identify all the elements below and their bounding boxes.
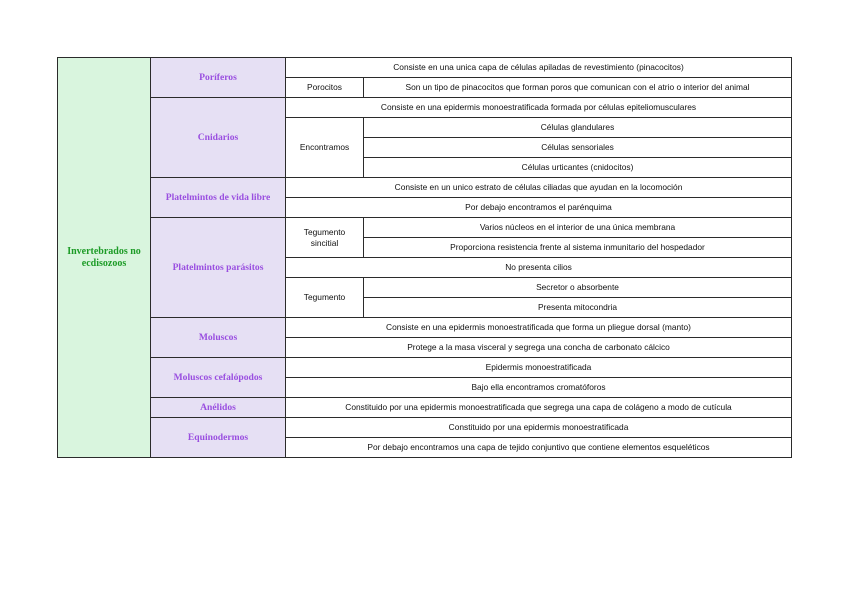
cefalopodos-description: Bajo ella encontramos cromatóforos [286,378,792,398]
invertebrates-table [57,57,792,458]
tegumento-item: Secretor o absorbente [364,278,792,298]
table-row [58,318,792,338]
table-row [58,58,792,78]
table-row [58,178,792,198]
poriferos-description: Consiste en una unica capa de células apiladas de revestimiento (pinacocitos) [286,58,792,78]
group-platelmintos-parasitos [151,218,286,318]
group-label: Moluscos [198,331,238,343]
table-row [58,98,792,118]
group-label: Equinodermos [187,431,249,443]
tegumento-sincitial-label: Tegumento sincitial [286,218,364,258]
tegumento-sincitial-item: Proporciona resistencia frente al sistema inmunitario del hospedador [364,238,792,258]
anelidos-description: Constituido por una epidermis monoestratificada que segrega una capa de colágeno a modo de cutícula [286,398,792,418]
cnidarios-item: Células urticantes (cnidocitos) [364,158,792,178]
group-moluscos [151,318,286,358]
group-cefalopodos [151,358,286,398]
moluscos-description: Consiste en una epidermis monoestratificada que forma un pliegue dorsal (manto) [286,318,792,338]
tegumento-sincitial-item: Varios núcleos en el interior de una única membrana [364,218,792,238]
group-label: Platelmintos parásitos [172,261,264,273]
group-platelmintos-libre [151,178,286,218]
cnidarios-description: Consiste en una epidermis monoestratificada formada por células epiteliomusculares [286,98,792,118]
group-label: Anélidos [200,401,236,413]
cefalopodos-description: Epidermis monoestratificada [286,358,792,378]
group-label: Platelmintos de vida libre [165,191,271,203]
table-row [58,398,792,418]
cnidarios-sub-label: Encontramos [286,118,364,178]
group-label: Moluscos cefalópodos [173,371,263,383]
group-anelidos [151,398,286,418]
group-equinodermos [151,418,286,458]
tegumento-item: Presenta mitocondria [364,298,792,318]
platelmintos-parasitos-cilios: No presenta cilios [286,258,792,278]
moluscos-description: Protege a la masa visceral y segrega una concha de carbonato cálcico [286,338,792,358]
equinodermos-description: Constituido por una epidermis monoestratificada [286,418,792,438]
group-label: Poríferos [199,71,237,83]
group-label: Cnidarios [197,131,239,143]
poriferos-porocitos-description: Son un tipo de pinacocitos que forman poros que comunican con el atrio o interior del animal [364,78,792,98]
tegumento-label: Tegumento [286,278,364,318]
table-row [58,218,792,238]
platelmintos-libre-description: Por debajo encontramos el parénquima [286,198,792,218]
platelmintos-libre-description: Consiste en un unico estrato de células ciliadas que ayudan en la locomoción [286,178,792,198]
equinodermos-description: Por debajo encontramos una capa de tejido conjuntivo que contiene elementos esqueléticos [286,438,792,458]
group-cnidarios [151,98,286,178]
group-poriferos [151,58,286,98]
cnidarios-item: Células sensoriales [364,138,792,158]
root-category-cell [58,58,151,458]
table-row [58,418,792,438]
table-row [58,358,792,378]
poriferos-sub-label: Porocitos [286,78,364,98]
root-category-label: Invertebrados no ecdisozoos [67,245,141,269]
cnidarios-item: Células glandulares [364,118,792,138]
